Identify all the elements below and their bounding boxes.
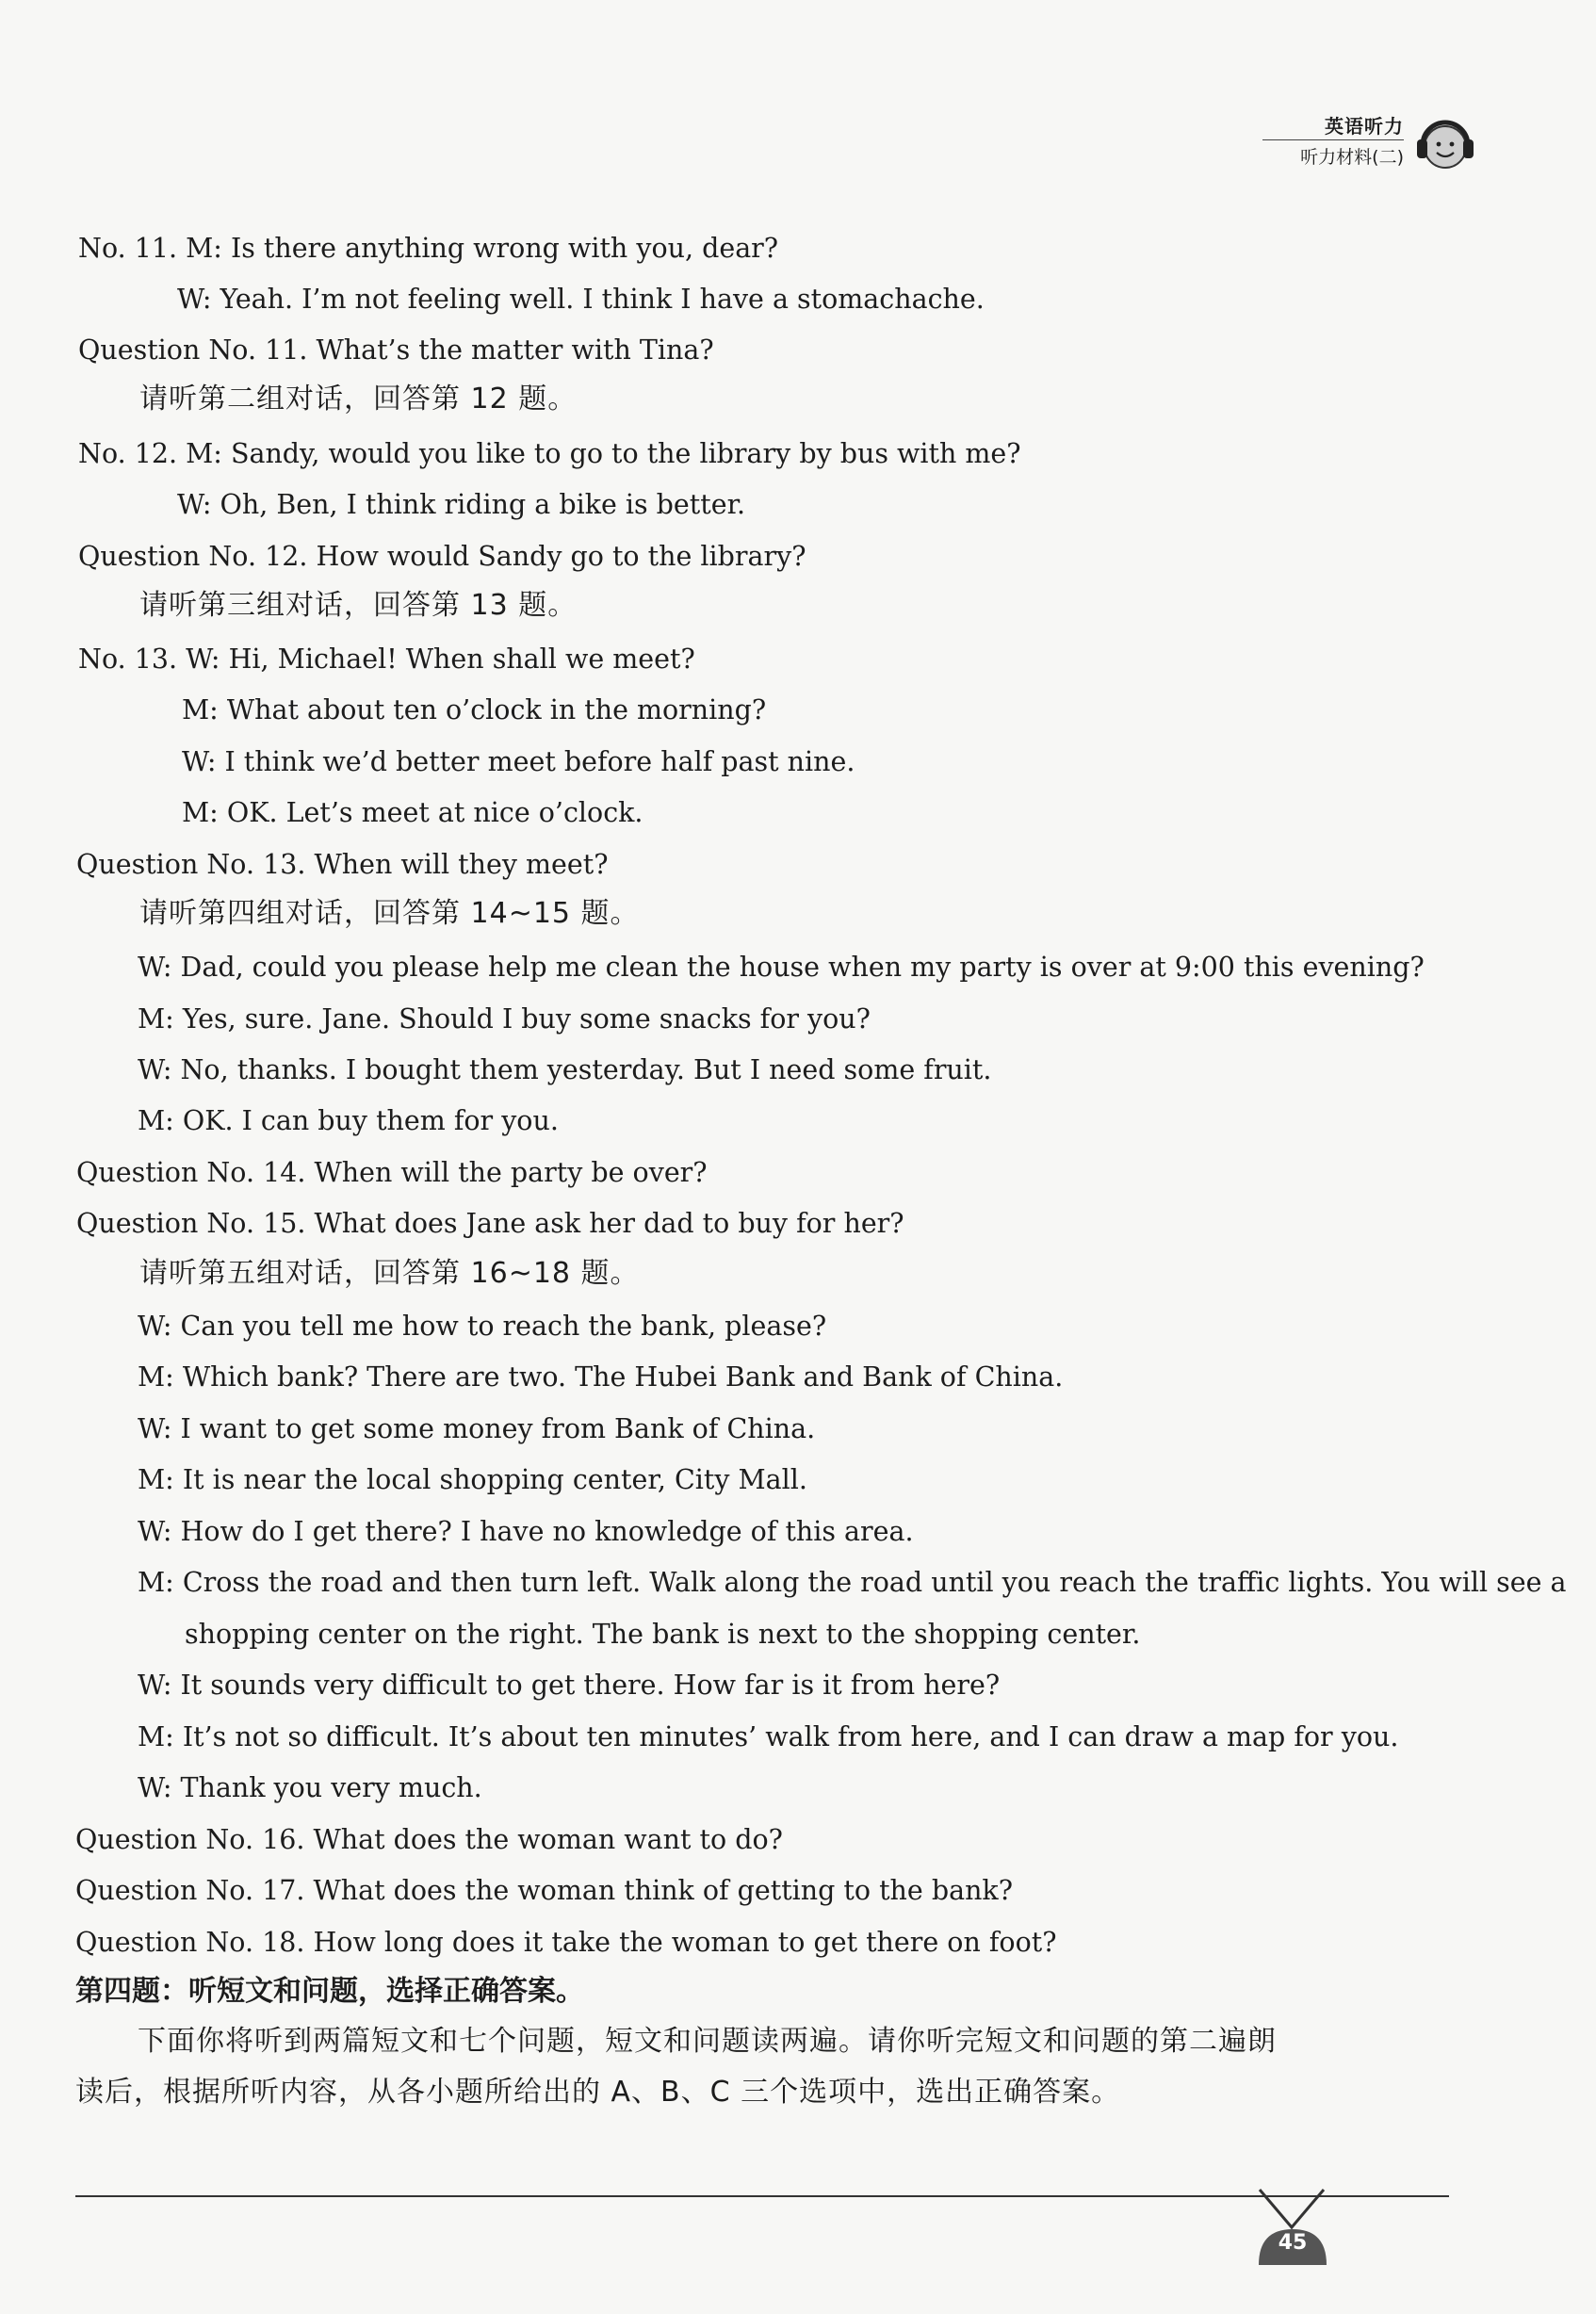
page-number: 45 bbox=[1278, 2231, 1308, 2255]
text-line: W: Oh, Ben, I think riding a bike is better. bbox=[177, 489, 746, 520]
text-line: W: How do I get there? I have no knowledge of this area. bbox=[138, 1516, 914, 1547]
header-title: 英语听力 bbox=[1325, 115, 1404, 138]
text-line: Question No. 16. What does the woman want to do? bbox=[75, 1824, 783, 1855]
text-line: W: I think we’d better meet before half past nine. bbox=[182, 746, 855, 777]
header-divider bbox=[1262, 139, 1404, 140]
text-line: M: What about ten o’clock in the morning? bbox=[182, 694, 767, 725]
text-line: M: Which bank? There are two. The Hubei Bank and Bank of China. bbox=[138, 1361, 1064, 1393]
text-line: W: Can you tell me how to reach the bank, please? bbox=[138, 1311, 827, 1342]
text-line: W: It sounds very difficult to get there. How far is it from here? bbox=[138, 1670, 1001, 1701]
text-line: Question No. 15. What does Jane ask her dad to buy for her? bbox=[76, 1208, 904, 1239]
text-line: M: It is near the local shopping center, City Mall. bbox=[138, 1464, 807, 1495]
text-line: W: Thank you very much. bbox=[138, 1772, 482, 1803]
text-line: Question No. 11. What’s the matter with Tina? bbox=[78, 334, 714, 366]
header-subtitle: 听力材料(二) bbox=[1300, 147, 1404, 168]
section-instruction: 请听第四组对话，回答第 14~15 题。 bbox=[139, 897, 640, 930]
section-instruction: 请听第二组对话，回答第 12 题。 bbox=[139, 383, 578, 416]
text-line: Question No. 17. What does the woman think of getting to the bank? bbox=[75, 1875, 1013, 1906]
instruction-paragraph-line: 下面你将听到两篇短文和七个问题，短文和问题读两遍。请你听完短文和问题的第二遍朗 bbox=[138, 2025, 1277, 2058]
text-line: Question No. 13. When will they meet? bbox=[76, 849, 609, 880]
text-line: M: Yes, sure. Jane. Should I buy some snacks for you? bbox=[138, 1003, 871, 1035]
page-header bbox=[1232, 111, 1477, 177]
headphones-smiley-icon bbox=[1413, 113, 1477, 175]
text-line: M: OK. Let’s meet at nice o’clock. bbox=[182, 797, 643, 828]
text-line: M: Cross the road and then turn left. Walk along the road until you reach the traffic lights. You will see a bbox=[138, 1567, 1567, 1598]
text-line: M: It’s not so difficult. It’s about ten minutes’ walk from here, and I can draw a map for you. bbox=[138, 1721, 1399, 1752]
instruction-paragraph-line: 读后，根据所听内容，从各小题所给出的 A、B、C 三个选项中，选出正确答案。 bbox=[75, 2076, 1121, 2109]
text-line: Question No. 14. When will the party be over? bbox=[76, 1157, 708, 1188]
text-line: W: No, thanks. I bought them yesterday. But I need some fruit. bbox=[138, 1054, 992, 1085]
text-line: shopping center on the right. The bank is next to the shopping center. bbox=[185, 1619, 1141, 1650]
text-line: W: Dad, could you please help me clean the house when my party is over at 9:00 this evening? bbox=[138, 952, 1425, 983]
section-heading: 第四题：听短文和问题，选择正确答案。 bbox=[75, 1975, 584, 2008]
text-line: No. 12. M: Sandy, would you like to go to the library by bus with me? bbox=[78, 438, 1021, 469]
text-line: W: Yeah. I’m not feeling well. I think I have a stomachache. bbox=[177, 284, 985, 315]
footer-divider bbox=[75, 2195, 1449, 2197]
text-line: Question No. 12. How would Sandy go to the library? bbox=[78, 541, 806, 572]
text-line: M: OK. I can buy them for you. bbox=[138, 1105, 559, 1136]
text-line: Question No. 18. How long does it take the woman to get there on foot? bbox=[75, 1927, 1057, 1958]
text-line: W: I want to get some money from Bank of China. bbox=[138, 1413, 816, 1444]
section-instruction: 请听第五组对话，回答第 16~18 题。 bbox=[139, 1257, 640, 1290]
section-instruction: 请听第三组对话，回答第 13 题。 bbox=[139, 589, 578, 622]
text-line: No. 11. M: Is there anything wrong with you, dear? bbox=[78, 233, 779, 264]
text-line: No. 13. W: Hi, Michael! When shall we meet? bbox=[78, 644, 695, 675]
